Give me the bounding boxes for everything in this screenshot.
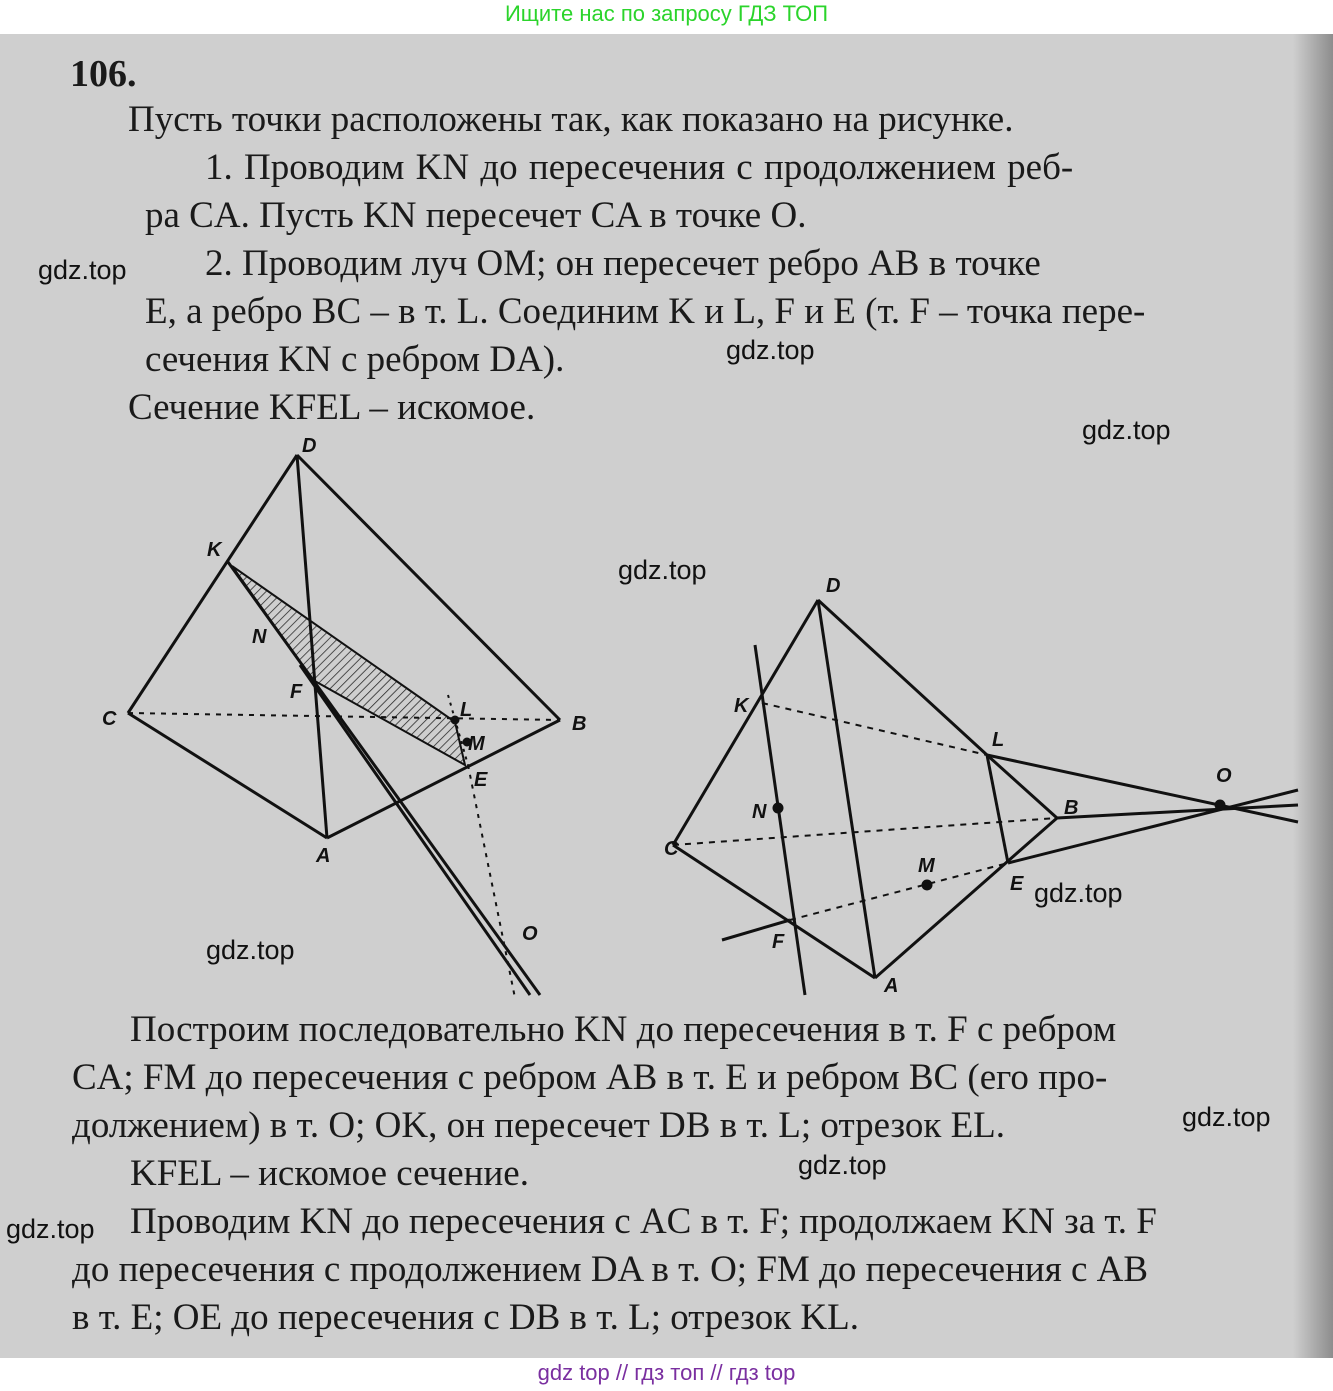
text-line: должением) в т. O; OK, он пересечет DB в т. L; отрезок EL.	[72, 1105, 1006, 1146]
text-line: Построим последовательно KN до пересечения в т. F с ребром	[130, 1009, 1117, 1050]
point-label: B	[572, 713, 587, 735]
point-label: K	[734, 695, 749, 717]
point-label: O	[522, 923, 538, 945]
header-banner: Ищите нас по запросу ГДЗ ТОП	[504, 1, 829, 26]
point-label: E	[1010, 873, 1024, 895]
point-label: B	[1064, 797, 1079, 819]
watermark: gdz.top	[1034, 878, 1123, 908]
watermark: gdz.top	[798, 1150, 887, 1180]
point-label: E	[474, 769, 488, 791]
watermark: gdz.top	[38, 255, 127, 285]
text-line: 1. Проводим KN до пересечения с продолжением реб-	[205, 147, 1074, 188]
point-label: M	[918, 855, 935, 877]
watermark: gdz.top	[6, 1214, 95, 1244]
text-line: в т. E; OE до пересечения с DB в т. L; отрезок KL.	[72, 1297, 859, 1338]
point-label: N	[752, 801, 767, 823]
point-label: F	[772, 931, 785, 953]
text-line: KFEL – искомое сечение.	[130, 1153, 529, 1194]
point-label: F	[290, 681, 303, 703]
text-line: Проводим KN до пересечения с AC в т. F; продолжаем KN за т. F	[130, 1201, 1157, 1242]
text-line: Пусть точки расположены так, как показано на рисунке.	[128, 99, 1014, 140]
point-label: O	[1216, 765, 1232, 787]
text-line: E, а ребро BC – в т. L. Соединим K и L, F и E (т. F – точка пере-	[145, 291, 1146, 332]
point-label: C	[664, 838, 679, 860]
watermark: gdz.top	[618, 555, 707, 585]
point-label: C	[102, 708, 117, 730]
point-label: D	[826, 575, 841, 597]
text-line: ра CA. Пусть KN пересечет CA в точке O.	[145, 195, 807, 236]
point-label: A	[316, 845, 331, 867]
point-label: L	[460, 699, 473, 721]
watermark: gdz.top	[1082, 415, 1171, 445]
left-pyramid-figure	[128, 455, 560, 998]
right-figure-labels	[664, 575, 1232, 997]
text-line: CA; FM до пересечения с ребром AB в т. E и ребром BC (его про-	[72, 1057, 1108, 1098]
right-pyramid-figure	[673, 600, 1298, 995]
text-line: до пересечения с продолжением DA в т. O; FM до пересечения с AB	[72, 1249, 1149, 1290]
point-label: N	[252, 626, 267, 648]
text-line: Сечение KFEL – искомое.	[128, 387, 536, 428]
footer-banner: gdz top // гдз топ // гдз top	[537, 1360, 796, 1385]
watermark: gdz.top	[726, 335, 815, 365]
text-line: сечения KN с ребром DA).	[145, 339, 565, 380]
point-label: A	[884, 975, 899, 997]
watermark: gdz.top	[1182, 1102, 1271, 1132]
point-label: L	[992, 729, 1005, 751]
point-label: M	[468, 733, 485, 755]
problem-number: 106.	[70, 53, 137, 95]
watermark: gdz.top	[206, 935, 295, 965]
point-label: D	[302, 435, 317, 457]
point-label: K	[207, 539, 222, 561]
text-line: 2. Проводим луч OM; он пересечет ребро AB в точке	[205, 243, 1041, 284]
